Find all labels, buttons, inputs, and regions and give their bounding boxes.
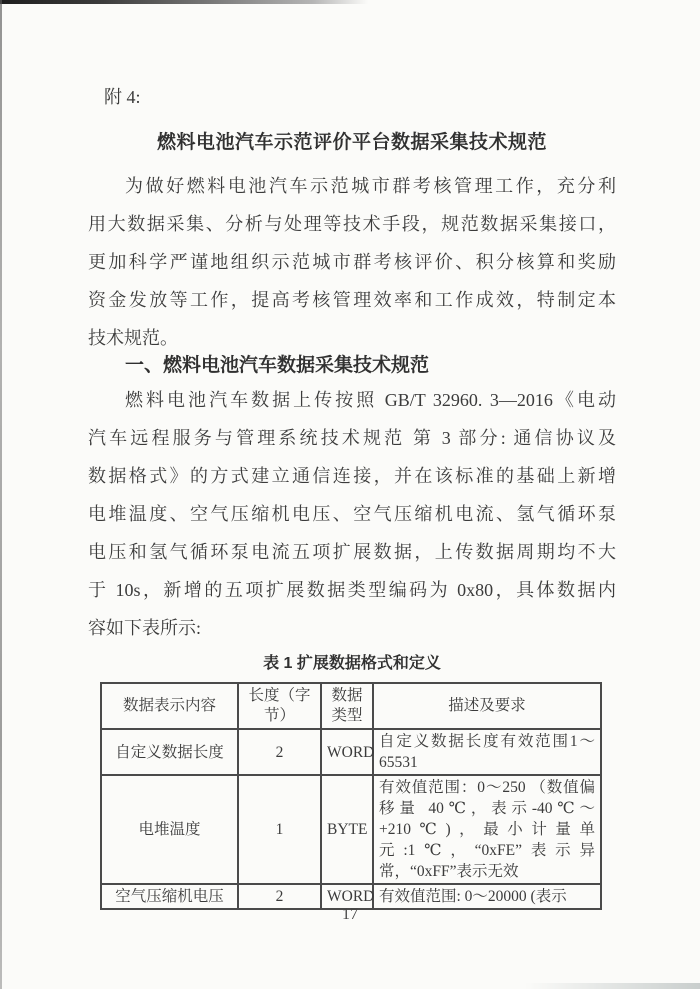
document-title: 燃料电池汽车示范评价平台数据采集技术规范: [156, 132, 547, 153]
table-header-cell: 数据表示内容: [101, 683, 238, 729]
table-row: [101, 775, 601, 884]
scan-artifact-bottom-right: [525, 983, 700, 989]
paragraph-line: 汽车远程服务与管理系统技术规范 第 3 部分: 通信协议及: [88, 428, 616, 448]
paragraph-line: 电堆温度、空气压缩机电压、空气压缩机电流、氢气循环泵: [88, 504, 616, 524]
cell-data-type: BYTE: [321, 775, 373, 884]
paragraph-line: 数据格式》的方式建立通信连接，并在该标准的基础上新增: [88, 466, 616, 486]
cell-length-bytes: 2: [238, 884, 321, 909]
cell-data-content: 自定义数据长度: [101, 729, 238, 775]
cell-length-bytes: 2: [238, 729, 321, 775]
scan-artifact-left-edge: [0, 0, 2, 989]
paragraph-line: 资金发放等工作，提高考核管理效率和工作成效，特制定本: [88, 290, 616, 310]
cell-description: 有效值范围: 0～20000 (表示: [373, 884, 601, 909]
table-caption: 表 1 扩展数据格式和定义: [263, 655, 441, 672]
table-header: [101, 683, 601, 729]
section-1-heading: 一、燃料电池汽车数据采集技术规范: [125, 355, 430, 376]
paragraph-line: 更加科学严谨地组织示范城市群考核评价、积分核算和奖励: [88, 252, 616, 272]
cell-data-content: 电堆温度: [101, 775, 238, 884]
cell-data-content: 空气压缩机电压: [101, 884, 238, 909]
cell-description: 自定义数据长度有效范围1～65531: [373, 729, 601, 775]
paragraph-line: 为做好燃料电池汽车示范城市群考核管理工作，充分利: [125, 176, 616, 196]
attachment-label: 附 4:: [104, 87, 141, 107]
table-header-row: [101, 683, 601, 729]
paragraph-line: 用大数据采集、分析与处理等技术手段，规范数据采集接口，: [88, 214, 616, 234]
extended-data-format-table: [100, 682, 602, 910]
table-header-cell: 数据类型: [321, 683, 373, 729]
cell-length-bytes: 1: [238, 775, 321, 884]
data-collection-paragraph: [88, 381, 616, 647]
scan-artifact-top-edge: [0, 0, 368, 4]
paragraph-line: 燃料电池汽车数据上传按照 GB/T 32960. 3—2016《电动: [125, 390, 616, 410]
table-body: [101, 729, 601, 909]
paragraph-line: 于 10s，新增的五项扩展数据类型编码为 0x80，具体数据内: [88, 580, 616, 600]
table-row: [101, 729, 601, 775]
page-number: 17: [342, 906, 358, 923]
table-header-cell: 描述及要求: [373, 683, 601, 729]
table-header-cell: 长度（字节）: [238, 683, 321, 729]
paragraph-line: 容如下表所示:: [88, 618, 202, 638]
cell-description: 有效值范围：0～250 （数值偏移量 40℃，表示-40℃～+210℃)，最小计量单元:1℃，“0xFE”表示异常，“0xFF”表示无效: [373, 775, 601, 884]
intro-paragraph: [88, 167, 616, 357]
cell-data-type: WORD: [321, 884, 373, 909]
paragraph-line: 技术规范。: [88, 328, 178, 348]
cell-data-type: WORD: [321, 729, 373, 775]
paragraph-line: 电压和氢气循环泵电流五项扩展数据，上传数据周期均不大: [88, 542, 616, 562]
